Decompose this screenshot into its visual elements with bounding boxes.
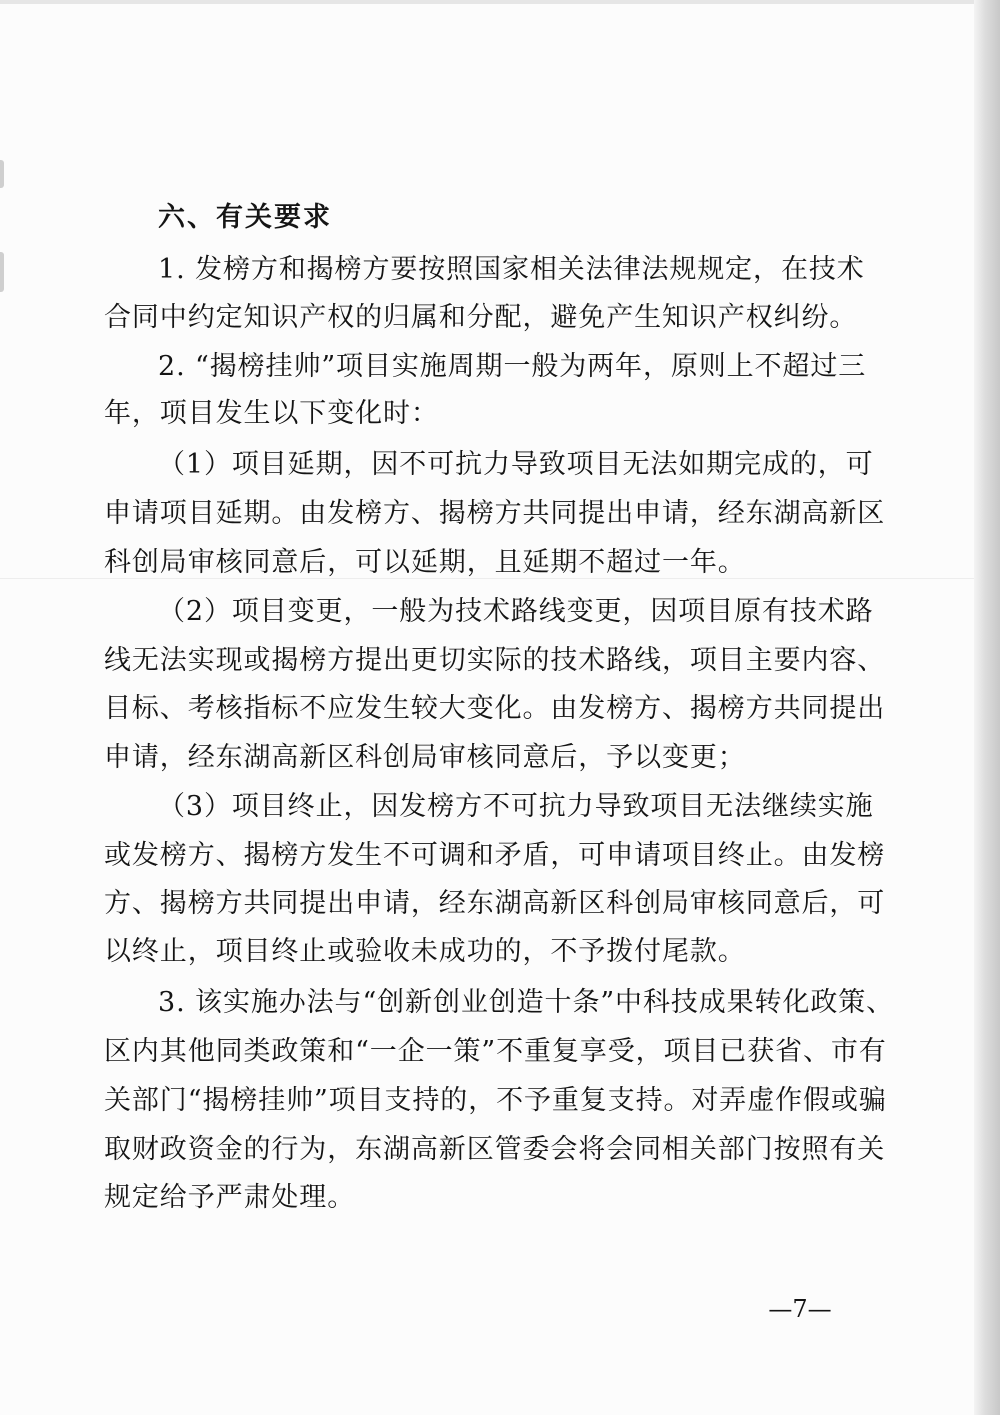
paragraph-line: 3. 该实施办法与“创新创业创造十条”中科技成果转化政策、 [158,987,895,1018]
paragraph-line: 申请，经东湖高新区科创局审核同意后，予以变更； [104,742,746,773]
paragraph-line: 以终止，项目终止或验收未成功的，不予拨付尾款。 [104,936,746,967]
paragraph-line: 关部门“揭榜挂帅”项目支持的，不予重复支持。对弄虚作假或骗 [104,1085,887,1116]
paragraph-line: 2. “揭榜挂帅”项目实施周期一般为两年，原则上不超过三 [158,351,867,382]
paragraph-line: 申请项目延期。由发榜方、揭榜方共同提出申请，经东湖高新区 [104,498,886,529]
paragraph-line: 或发榜方、揭榜方发生不可调和矛盾，可申请项目终止。由发榜 [104,840,886,871]
section-heading: 六、有关要求 [158,202,332,233]
paragraph-line: 科创局审核同意后，可以延期，且延期不超过一年。 [104,547,746,578]
paragraph-line: （2）项目变更，一般为技术路线变更，因项目原有技术路 [158,596,874,627]
paragraph-line: 年，项目发生以下变化时： [104,398,439,429]
paragraph-line: 1. 发榜方和揭榜方要按照国家相关法律法规规定，在技术 [158,254,865,285]
paragraph-line: 取财政资金的行为，东湖高新区管委会将会同相关部门按照有关 [104,1134,886,1165]
paragraph-line: 规定给予严肃处理。 [104,1182,356,1213]
scan-edge-right [974,0,1000,1415]
binding-mark [0,252,4,292]
paragraph-line: （3）项目终止，因发榜方不可抗力导致项目无法继续实施 [158,791,874,822]
paragraph-line: （1）项目延期，因不可抗力导致项目无法如期完成的，可 [158,449,874,480]
paragraph-line: 目标、考核指标不应发生较大变化。由发榜方、揭榜方共同提出 [104,693,886,724]
binding-mark [0,160,4,188]
paragraph-line: 合同中约定知识产权的归属和分配，避免产生知识产权纠纷。 [104,302,858,333]
page-number: —7— [768,1295,832,1323]
paragraph-line: 方、揭榜方共同提出申请，经东湖高新区科创局审核同意后，可 [104,888,886,919]
paragraph-line: 线无法实现或揭榜方提出更切实际的技术路线，项目主要内容、 [104,645,886,676]
scan-edge-top [0,0,1000,4]
paragraph-line: 区内其他同类政策和“一企一策”不重复享受，项目已获省、市有 [104,1036,887,1067]
